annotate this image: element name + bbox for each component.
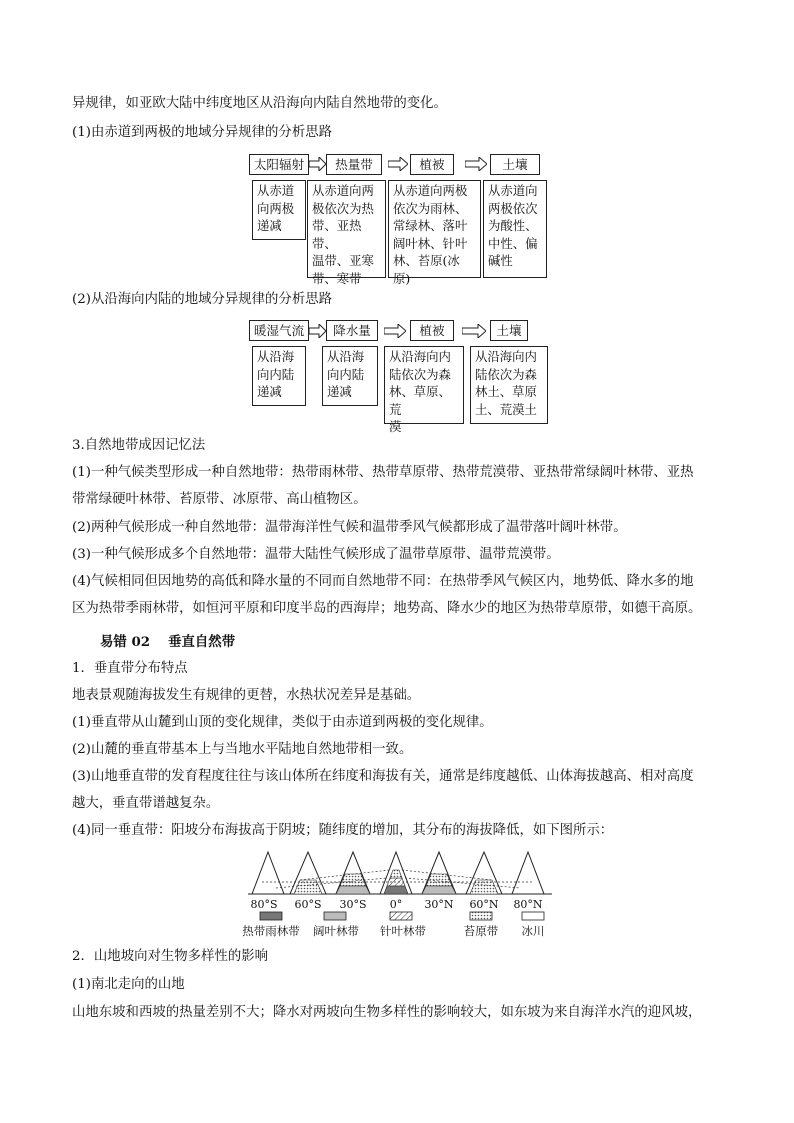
flow-detail: 从沿海向内 陆依次为森 林、草原、荒 漠 — [384, 346, 464, 424]
right-arrow-icon — [462, 324, 486, 338]
latitude-label: 60°N — [469, 898, 499, 911]
text-line: (2)两种气候形成一种自然地带：温带海洋性气候和温带季风气候都形成了温带落叶阔叶林带。 — [72, 520, 627, 535]
flow-head: 太阳辐射 — [249, 154, 309, 175]
flow-detail: 从沿海向内 陆依次为森 林土、草原 土、荒漠土 — [470, 346, 548, 424]
right-arrow-icon — [465, 157, 487, 171]
mountain-80s — [252, 852, 284, 894]
right-arrow-icon — [309, 324, 326, 338]
section-heading: (1)由赤道到两极的地域分异规律的分析思路 — [72, 125, 332, 140]
section-title: 易错 02 垂直自然带 — [100, 634, 236, 650]
text-line: 带常绿硬叶林带、苔原带、冰原带、高山植物区。 — [72, 492, 367, 507]
latitude-label: 30°S — [339, 898, 367, 911]
text-line: (3)一种气候形成多个自然地带：温带大陆性气候形成了温带草原带、温带荒漠带。 — [72, 547, 560, 562]
legend-label: 热带雨林带 — [242, 924, 300, 938]
right-arrow-icon — [388, 157, 408, 171]
flow-head: 热量带 — [326, 154, 382, 175]
right-arrow-icon — [384, 324, 406, 338]
flow-head: 土壤 — [490, 154, 540, 175]
legend-swatch — [390, 912, 412, 920]
flow-head: 降水量 — [326, 320, 378, 341]
mountain-zone-figure — [240, 848, 560, 940]
flow-head: 土壤 — [490, 320, 528, 341]
legend-swatch — [470, 912, 492, 920]
section-heading: (1)南北走向的山地 — [72, 977, 185, 992]
section-heading: (2)从沿海向内陆的地域分异规律的分析思路 — [72, 292, 332, 307]
section-heading: 3.自然地带成因记忆法 — [72, 438, 206, 453]
flow-head: 暖湿气流 — [249, 320, 309, 341]
latitude-label: 30°N — [424, 898, 454, 911]
legend-label: 苔原带 — [463, 924, 499, 938]
flow-head: 植被 — [410, 154, 454, 175]
section-heading: 2．山地坡向对生物多样性的影响 — [72, 949, 268, 964]
text-line: 区为热带季雨林带，如恒河平原和印度半岛的西海岸；地势高、降水少的地区为热带草原带，如德干高原。 — [72, 601, 702, 616]
section-heading: 1．垂直带分布特点 — [72, 661, 188, 676]
flow-detail: 从沿海 向内陆 递减 — [322, 346, 378, 406]
legend-label: 阔叶林带 — [313, 924, 359, 938]
text-line: (1)垂直带从山麓到山顶的变化规律，类似于由赤道到两极的变化规律。 — [72, 715, 493, 730]
text-line: 越大，垂直带谱越复杂。 — [72, 796, 220, 811]
legend-swatch — [522, 912, 544, 920]
legend-label: 冰川 — [521, 924, 545, 938]
legend-label: 针叶林带 — [380, 924, 426, 938]
legend-swatch — [324, 912, 346, 920]
text-line: (1)一种气候类型形成一种自然地带：热带雨林带、热带草原带、热带荒漠带、亚热带常绿阔叶林带、亚热 — [72, 465, 694, 480]
flow-detail: 从沿海 向内陆 递减 — [252, 346, 306, 406]
latitude-label: 0° — [389, 898, 403, 911]
flow-detail: 从赤道 向两极 递减 — [252, 180, 306, 240]
latitude-label: 80°S — [250, 898, 278, 911]
latitude-label: 60°S — [294, 898, 322, 911]
flow-detail: 从赤道向两极 依次为雨林、 常绿林、落叶 阔叶林、针叶 林、苔原(冰原) — [388, 180, 481, 278]
legend-swatch — [260, 912, 282, 920]
text-line: 异规律，如亚欧大陆中纬度地区从沿海向内陆自然地带的变化。 — [72, 96, 447, 111]
right-arrow-icon — [309, 157, 326, 171]
text-line: 山地东坡和西坡的热量差别不大；降水对两坡向生物多样性的影响较大，如东坡为来自海洋水汽的迎风坡， — [72, 1005, 702, 1020]
flow-head: 植被 — [410, 320, 454, 341]
latitude-label: 80°N — [513, 898, 543, 911]
text-line: (4)同一垂直带：阳坡分布海拔高于阴坡；随纬度的增加，其分布的海拔降低，如下图所示： — [72, 823, 614, 838]
text-line: (3)山地垂直带的发育程度往往与该山体所在纬度和海拔有关，通常是纬度越低、山体海拔越高、相对高度 — [72, 769, 694, 784]
text-line: 地表景观随海拔发生有规律的更替，水热状况差异是基础。 — [72, 688, 421, 703]
text-line: (4)气候相同但因地势的高低和降水量的不同而自然地带不同：在热带季风气候区内，地势低、降水多的地 — [72, 574, 694, 589]
text-line: (2)山麓的垂直带基本上与当地水平陆地自然地带相一致。 — [72, 742, 413, 757]
flow-detail: 从赤道向 两极依次 为酸性、 中性、偏 碱性 — [483, 180, 547, 278]
flow-detail: 从赤道向两 极依次为热 带、亚热带、 温带、亚寒 带、寒带 — [307, 180, 386, 278]
